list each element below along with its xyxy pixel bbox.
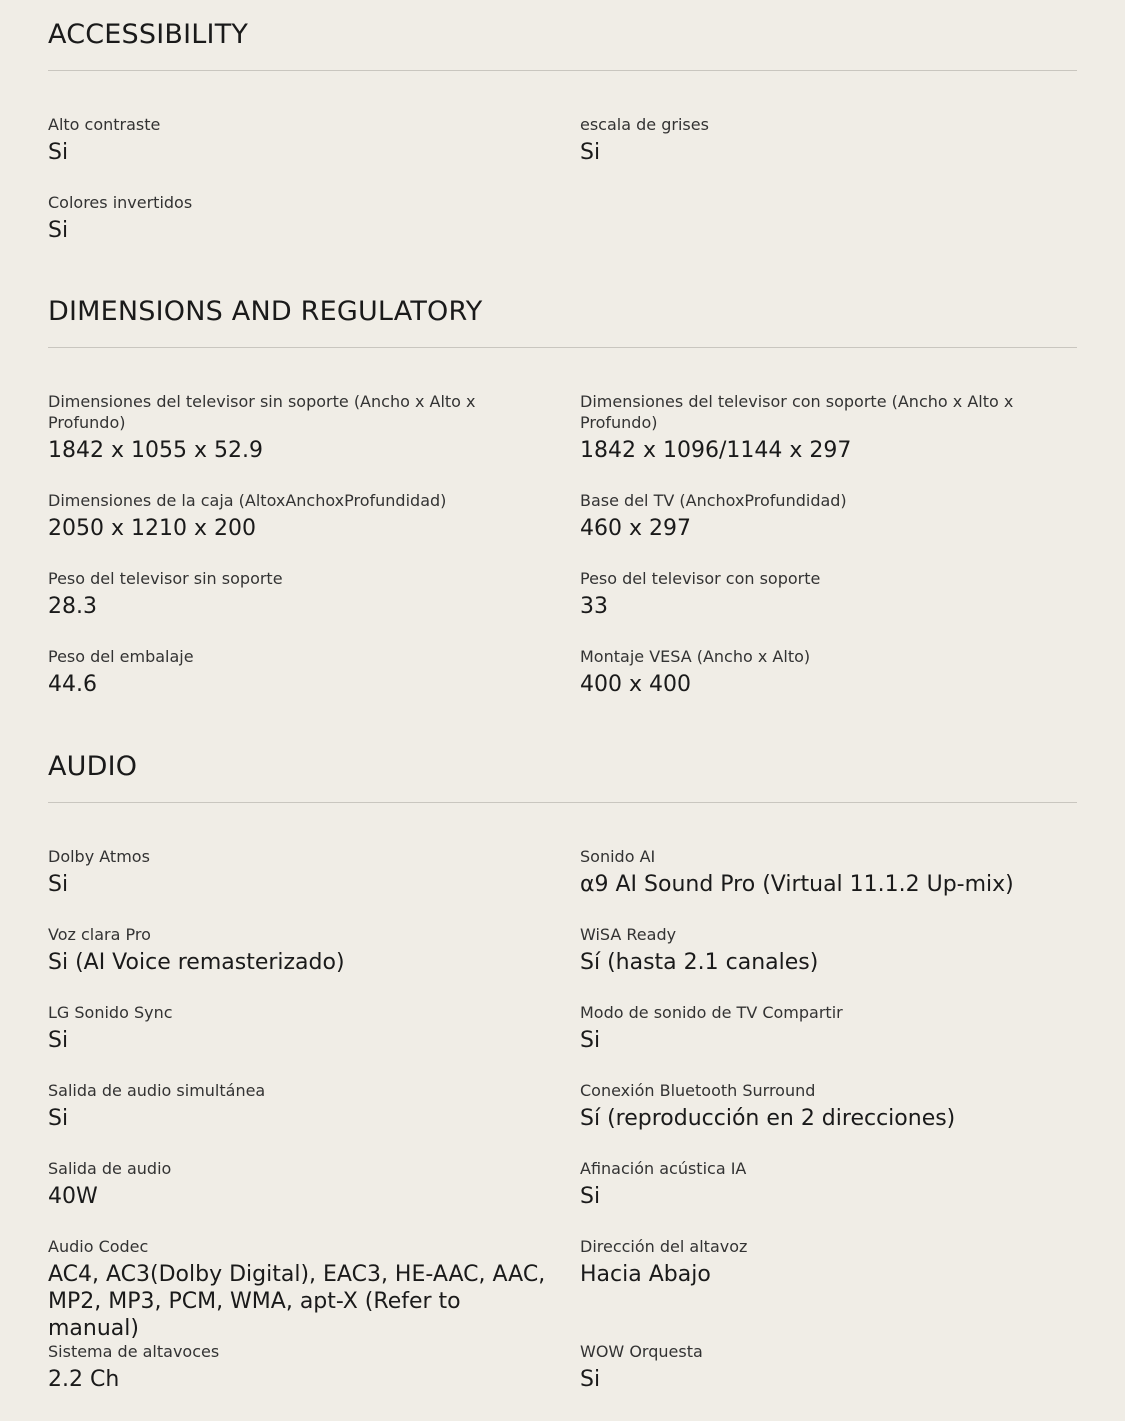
spec-label: Dimensiones de la caja (AltoxAnchoxProfundidad) [48,491,447,510]
spec-lg-sonido-sync [48,1002,558,1054]
spec-value: 400 x 400 [580,672,691,697]
spec-value: Si [580,1028,601,1053]
spec-value: Si [48,140,69,165]
spec-label: Audio Codec [48,1237,149,1256]
spec-value: 44.6 [48,672,97,697]
spec-label: WOW Orquesta [580,1342,703,1361]
spec-value: Si [48,1028,69,1053]
spec-label: Afinación acústica IA [580,1159,747,1178]
spec-value: 1842 x 1055 x 52.9 [48,438,263,463]
spec-label: Modo de sonido de TV Compartir [580,1003,843,1022]
section-title-accessibility: ACCESSIBILITY [48,19,249,50]
spec-value: α9 AI Sound Pro (Virtual 11.1.2 Up-mix) [580,872,1014,897]
spec-alto-contraste [48,114,558,166]
spec-dim-con-soporte [580,391,1050,464]
section-divider [48,802,1077,803]
spec-label: Colores invertidos [48,193,193,212]
spec-label: Voz clara Pro [48,925,151,944]
spec-label: Dolby Atmos [48,847,150,866]
spec-value: 40W [48,1184,98,1209]
spec-value: 2050 x 1210 x 200 [48,516,256,541]
spec-salida-audio [48,1158,558,1210]
spec-label: Peso del televisor sin soporte [48,569,283,588]
spec-label: Sistema de altavoces [48,1342,220,1361]
spec-bluetooth-surround [580,1080,1050,1132]
spec-value: 460 x 297 [580,516,691,541]
spec-label: escala de grises [580,115,709,134]
dimensions-section [48,294,1077,714]
spec-value: Si [580,1367,601,1392]
spec-value: 28.3 [48,594,97,619]
spec-value: 2.2 Ch [48,1367,120,1392]
spec-wow-orquesta [580,1341,1050,1393]
spec-value: Hacia Abajo [580,1262,711,1287]
spec-label: Alto contraste [48,115,161,134]
spec-label: Montaje VESA (Ancho x Alto) [580,647,811,666]
section-divider [48,70,1077,71]
spec-label: Sonido AI [580,847,656,866]
spec-dolby-atmos [48,846,558,898]
spec-base-tv [580,490,1050,542]
accessibility-section [48,17,1077,257]
spec-colores-invertidos [48,192,558,244]
spec-dim-sin-soporte [48,391,558,464]
section-title-dimensions: DIMENSIONS AND REGULATORY [48,296,483,327]
spec-value: Sí (reproducción en 2 direcciones) [580,1106,956,1131]
audio-section [48,749,1077,1421]
spec-label: WiSA Ready [580,925,677,944]
spec-label: Dimensiones del televisor con soporte (Ancho x Alto x Profundo) [580,392,1014,432]
spec-value: Si (AI Voice remasterizado) [48,950,345,975]
spec-label: Conexión Bluetooth Surround [580,1081,816,1100]
section-title-audio: AUDIO [48,751,138,782]
spec-value: Si [580,140,601,165]
spec-wisa-ready [580,924,1050,976]
spec-label: LG Sonido Sync [48,1003,173,1022]
spec-salida-audio-simultanea [48,1080,558,1132]
spec-montaje-vesa [580,646,1050,698]
spec-label: Peso del televisor con soporte [580,569,821,588]
spec-afinacion-acustica [580,1158,1050,1210]
spec-sonido-ai [580,846,1050,898]
spec-value: AC4, AC3(Dolby Digital), EAC3, HE-AAC, AAC, MP2, MP3, PCM, WMA, apt-X (Refer to manual) [48,1262,546,1341]
spec-value: Sí (hasta 2.1 canales) [580,950,819,975]
spec-dim-caja [48,490,558,542]
spec-label: Dirección del altavoz [580,1237,748,1256]
section-divider [48,347,1077,348]
spec-label: Dimensiones del televisor sin soporte (Ancho x Alto x Profundo) [48,392,476,432]
spec-peso-con-soporte [580,568,1050,620]
spec-value: Si [580,1184,601,1209]
spec-voz-clara-pro [48,924,558,976]
spec-value: Si [48,218,69,243]
spec-direccion-altavoz [580,1236,1050,1288]
spec-label: Salida de audio [48,1159,172,1178]
spec-modo-sonido-compartir [580,1002,1050,1054]
spec-value: Si [48,1106,69,1131]
spec-audio-codec [48,1236,558,1342]
spec-label: Base del TV (AnchoxProfundidad) [580,491,847,510]
spec-value: 33 [580,594,608,619]
spec-escala-de-grises [580,114,1050,166]
spec-label: Salida de audio simultánea [48,1081,266,1100]
spec-peso-sin-soporte [48,568,558,620]
spec-peso-embalaje [48,646,558,698]
spec-value: Si [48,872,69,897]
spec-sistema-altavoces [48,1341,558,1393]
spec-value: 1842 x 1096/1144 x 297 [580,438,852,463]
spec-label: Peso del embalaje [48,647,194,666]
